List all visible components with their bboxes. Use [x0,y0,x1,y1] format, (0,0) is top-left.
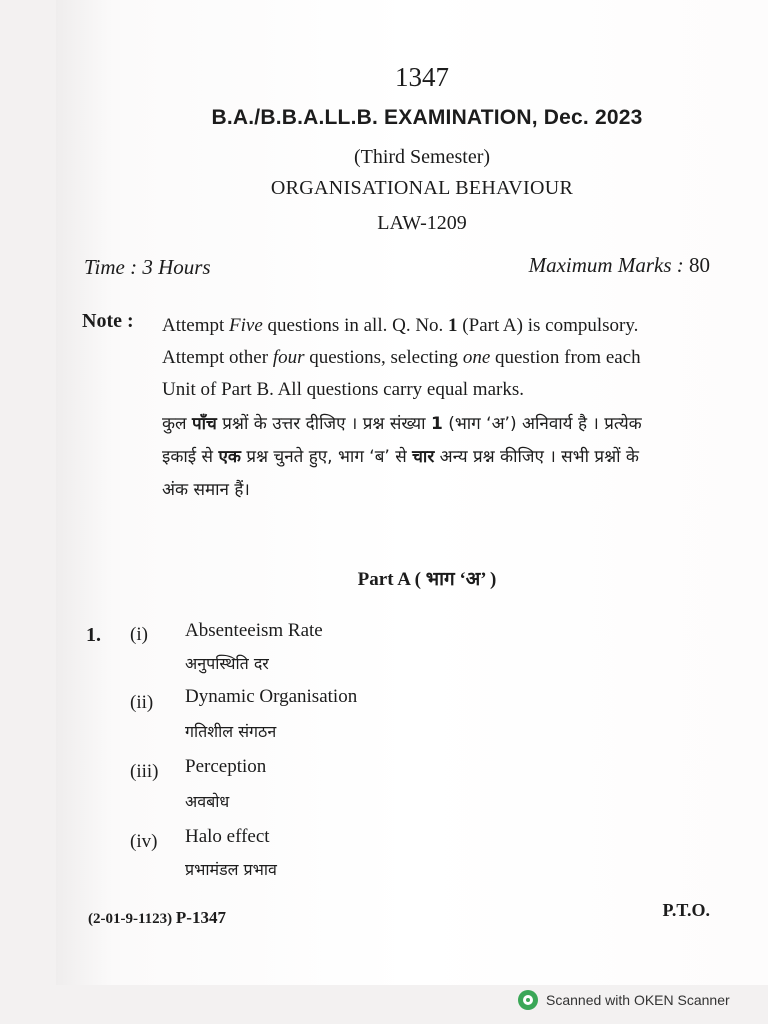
exam-title: B.A./B.B.A.LL.B. EXAMINATION, Dec. 2023 [211,106,643,129]
exam-paper-page [56,0,768,985]
item-english: Absenteeism Rate [185,620,323,641]
item-hindi: अनुपस्थिति दर [185,654,269,673]
item-roman: (i) [130,624,148,645]
part-a-heading: Part A ( भाग ‘अ’ ) [357,569,497,590]
scanner-watermark [518,990,730,1010]
item-hindi: गतिशील संगठन [185,722,277,741]
scanner-text: Scanned with OKEN Scanner [546,992,730,1008]
paper-id: P-1347 [175,908,226,927]
semester: (Third Semester) [353,146,491,168]
scanner-logo-icon [518,990,538,1010]
note-hindi: कुल पाँच प्रश्नों के उत्तर दीजिए । प्रश्न संख्या 1 (भाग ‘अ’) अनिवार्य है । प्रत्येक इकाई से एक प्रश्न चुनते हुए, भाग ‘ब’ से चार अन्य प्रश्न कीजिए । सभी प्रश्नों के अंक समान हैं। [162,414,642,500]
item-english: Dynamic Organisation [185,686,358,707]
subject-title: ORGANISATIONAL BEHAVIOUR [270,177,574,199]
item-hindi: प्रभामंडल प्रभाव [185,860,277,879]
maximum-marks-label: Maximum Marks : [528,253,684,277]
footer-serial [88,908,226,928]
please-turn-over: P.T.O. [662,900,710,920]
item-roman: (ii) [130,692,154,713]
maximum-marks-value: 80 [689,253,710,277]
course-code: LAW-1209 [377,212,467,234]
note-instructions [162,310,642,507]
item-roman: (iv) [130,831,158,852]
note-label: Note : [82,310,134,332]
item-english: Perception [185,756,267,777]
serial-code: (2-01-9-1123) [88,911,173,927]
time-allowed: Time : 3 Hours [84,255,211,279]
paper-code: 1347 [395,62,449,92]
item-english: Halo effect [185,826,270,847]
item-hindi: अवबोध [185,792,230,811]
question-number: 1. [86,624,101,646]
note-english: Attempt Five questions in all. Q. No. 1 (Part A) is compulsory. Attempt other four questions, selecting one question from each Unit of Part B. All questions carry equal marks. [162,315,641,400]
maximum-marks [529,253,710,278]
item-roman: (iii) [130,761,159,782]
